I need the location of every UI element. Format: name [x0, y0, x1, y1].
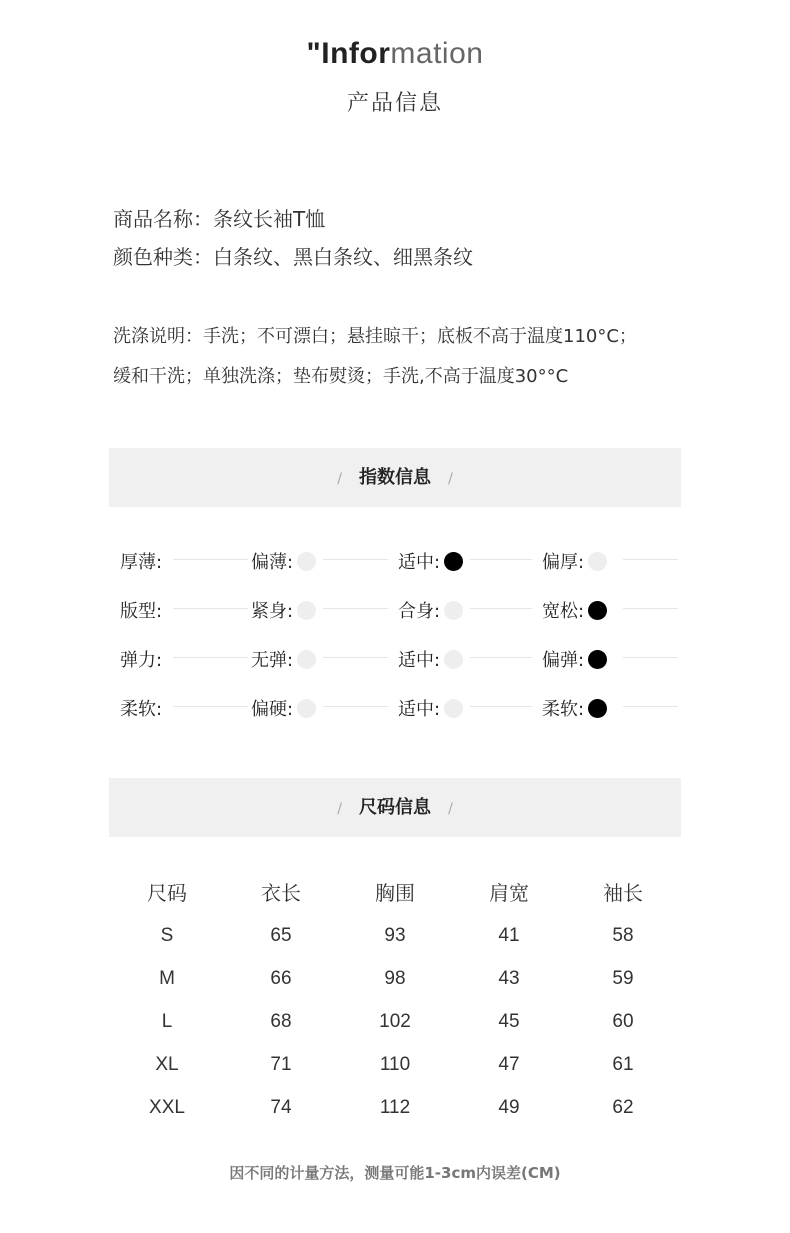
measure-cell: 110	[379, 1053, 411, 1075]
size-section-header	[109, 778, 681, 837]
index-option-label: 紧身:	[251, 601, 294, 622]
header-cell: 衣长	[261, 880, 301, 905]
header-cell: 肩宽	[489, 880, 529, 905]
measure-cell: 102	[379, 1010, 411, 1032]
index-option	[542, 597, 607, 623]
index-row	[118, 589, 688, 638]
index-section-header	[109, 448, 681, 507]
ornament-slash-left: /	[337, 801, 342, 817]
measure-cell: 93	[384, 924, 406, 946]
index-grid	[118, 540, 688, 736]
measure-cell: 68	[270, 1010, 292, 1032]
index-option	[398, 646, 463, 672]
index-option-label: 偏弹:	[542, 650, 585, 671]
table-row	[110, 1043, 680, 1086]
index-option	[398, 695, 463, 721]
divider-line	[323, 657, 388, 658]
wash-instructions	[113, 317, 713, 397]
page-header	[0, 36, 790, 117]
measure-cell: 43	[498, 967, 520, 989]
measure-cell: 45	[498, 1010, 520, 1032]
index-option	[251, 548, 316, 574]
index-option-label: 宽松:	[542, 601, 585, 622]
measure-cell: 71	[270, 1053, 292, 1075]
divider-line	[623, 559, 678, 560]
index-option	[251, 597, 316, 623]
empty-dot-icon	[444, 699, 463, 718]
index-option-label: 柔软:	[542, 699, 585, 720]
divider-line	[470, 608, 532, 609]
index-option	[542, 548, 607, 574]
index-option	[398, 597, 463, 623]
size-section-title: 尺码信息	[359, 797, 431, 818]
empty-dot-icon	[588, 552, 607, 571]
measure-cell: 98	[384, 967, 406, 989]
size-cell: XL	[155, 1053, 179, 1075]
page-title-en	[0, 36, 790, 72]
wash-line-2: 缓和干洗；单独洗涤；垫布熨烫；手洗,不高于温度30°°C	[113, 366, 569, 387]
header-cell: 袖长	[603, 880, 643, 905]
selected-dot-icon	[588, 601, 607, 620]
measure-cell: 65	[270, 924, 292, 946]
measure-cell: 58	[612, 924, 634, 946]
measurement-note: 因不同的计量方法，测量可能1-3cm内误差(CM)	[229, 1164, 561, 1182]
selected-dot-icon	[588, 650, 607, 669]
size-cell: S	[160, 924, 174, 946]
index-label: 柔软:	[120, 699, 163, 720]
measure-cell: 62	[612, 1096, 634, 1118]
table-row	[110, 957, 680, 1000]
ornament-slash-right: /	[448, 801, 453, 817]
divider-line	[470, 706, 532, 707]
divider-line	[323, 559, 388, 560]
index-option	[251, 695, 316, 721]
measure-cell: 47	[498, 1053, 520, 1075]
divider-line	[323, 608, 388, 609]
index-option-label: 合身:	[398, 601, 441, 622]
size-cell: M	[159, 967, 175, 989]
index-row	[118, 540, 688, 589]
header-cell: 尺码	[147, 880, 187, 905]
index-option-label: 偏厚:	[542, 552, 585, 573]
divider-line	[623, 608, 678, 609]
size-cell: L	[161, 1010, 173, 1032]
size-table-header-row	[110, 868, 680, 914]
index-label: 版型:	[120, 601, 163, 622]
index-option	[542, 695, 607, 721]
index-row	[118, 687, 688, 736]
index-option-label: 适中:	[398, 650, 441, 671]
title-strong: "Infor	[306, 37, 391, 70]
index-option-label: 无弹:	[251, 650, 294, 671]
divider-line	[173, 657, 248, 658]
index-option	[542, 646, 607, 672]
header-cell: 胸围	[375, 880, 415, 905]
index-option	[251, 646, 316, 672]
ornament-slash-left: /	[337, 471, 342, 487]
index-row	[118, 638, 688, 687]
measure-cell: 74	[270, 1096, 292, 1118]
index-section-title: 指数信息	[359, 467, 431, 488]
divider-line	[173, 608, 248, 609]
empty-dot-icon	[444, 601, 463, 620]
empty-dot-icon	[444, 650, 463, 669]
divider-line	[623, 706, 678, 707]
measure-cell: 66	[270, 967, 292, 989]
empty-dot-icon	[297, 650, 316, 669]
table-row	[110, 1000, 680, 1043]
index-option-label: 适中:	[398, 699, 441, 720]
table-row	[110, 1086, 680, 1129]
size-table	[110, 868, 680, 1129]
index-option-label: 偏硬:	[251, 699, 294, 720]
selected-dot-icon	[444, 552, 463, 571]
ornament-slash-right: /	[448, 471, 453, 487]
divider-line	[173, 559, 248, 560]
size-cell: XXL	[149, 1096, 185, 1118]
page-subtitle: 产品信息	[346, 91, 443, 116]
measure-cell: 41	[498, 924, 520, 946]
measure-cell: 61	[612, 1053, 634, 1075]
index-option-label: 适中:	[398, 552, 441, 573]
selected-dot-icon	[588, 699, 607, 718]
empty-dot-icon	[297, 601, 316, 620]
empty-dot-icon	[297, 699, 316, 718]
index-label: 厚薄:	[120, 552, 163, 573]
empty-dot-icon	[297, 552, 316, 571]
index-label: 弹力:	[120, 650, 163, 671]
product-colors: 颜色种类：白条纹、黑白条纹、细黑条纹	[113, 245, 473, 269]
measure-cell: 49	[498, 1096, 520, 1118]
index-option-label: 偏薄:	[251, 552, 294, 573]
divider-line	[323, 706, 388, 707]
measure-cell: 59	[612, 967, 634, 989]
measure-cell: 60	[612, 1010, 634, 1032]
divider-line	[470, 559, 532, 560]
divider-line	[623, 657, 678, 658]
divider-line	[173, 706, 248, 707]
product-name: 商品名称：条纹长袖T恤	[113, 207, 326, 231]
product-basic-info	[113, 200, 713, 276]
table-row	[110, 914, 680, 957]
wash-line-1: 洗涤说明：手洗；不可漂白；悬挂晾干；底板不高于温度110°C；	[113, 326, 637, 347]
index-option	[398, 548, 463, 574]
divider-line	[470, 657, 532, 658]
title-light: mation	[390, 37, 484, 70]
size-table-body	[110, 914, 680, 1129]
measure-cell: 112	[379, 1096, 411, 1118]
